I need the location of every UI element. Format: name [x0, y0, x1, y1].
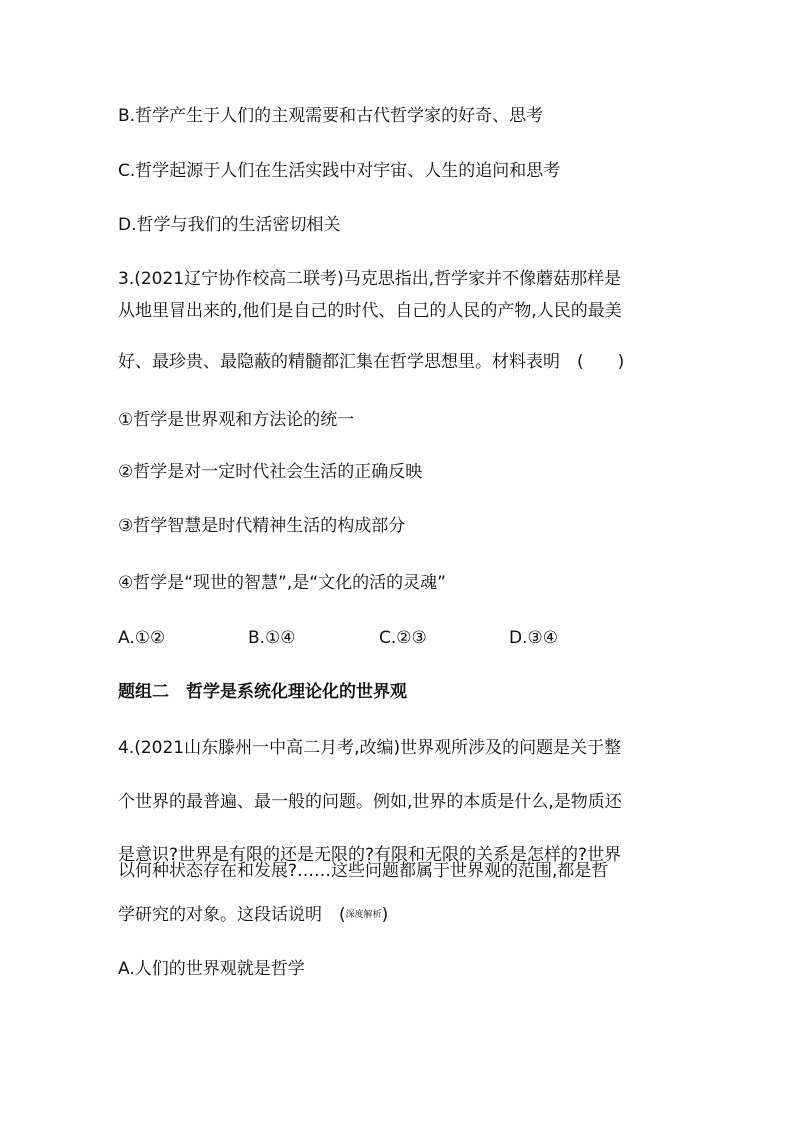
q3-choice-c: C.②③	[379, 628, 427, 648]
q4-paren-close: )	[381, 905, 389, 925]
q3-choice-d: D.③④	[509, 628, 558, 648]
q3-stem-line-2: 从地里冒出来的,他们是自己的时代、自己的人民的产物,人民的最美	[118, 301, 622, 321]
option-d: D.哲学与我们的生活密切相关	[118, 215, 341, 235]
depth-analysis-tag[interactable]: 深度解析	[345, 910, 382, 920]
q3-statement-1: ①哲学是世界观和方法论的统一	[118, 410, 355, 430]
option-c: C.哲学起源于人们在生活实践中对宇宙、人生的追问和思考	[118, 161, 561, 181]
q4-stem-line-5-text: 学研究的对象。这段话说明 (	[118, 905, 346, 925]
q4-stem-line-1: 4.(2021山东滕州一中高二月考,改编)世界观所涉及的问题是关于整	[118, 738, 622, 758]
q3-statement-3: ③哲学智慧是时代精神生活的构成部分	[118, 516, 406, 536]
section-heading: 题组二 哲学是系统化理论化的世界观	[118, 682, 407, 702]
option-b: B.哲学产生于人们的主观需要和古代哲学家的好奇、思考	[118, 106, 544, 126]
q3-choice-a: A.①②	[118, 628, 166, 648]
q3-stem-line-3: 好、最珍贵、最隐蔽的精髓都汇集在哲学思想里。材料表明 ( )	[118, 352, 625, 372]
q3-statement-4: ④哲学是“现世的智慧”,是“文化的活的灵魂”	[118, 573, 446, 593]
q4-stem-line-3: 是意识?世界是有限的还是无限的?有限和无限的关系是怎样的?世界	[118, 845, 622, 865]
q4-stem-line-5	[118, 905, 688, 925]
q3-stem-line-1: 3.(2021辽宁协作校高二联考)马克思指出,哲学家并不像蘑菇那样是	[118, 269, 622, 289]
q4-stem-line-2: 个世界的最普遍、最一般的问题。例如,世界的本质是什么,是物质还	[118, 792, 622, 812]
q3-statement-2: ②哲学是对一定时代社会生活的正确反映	[118, 462, 423, 482]
q3-choice-b: B.①④	[248, 628, 296, 648]
q4-stem-line-4: 以何种状态存在和发展?……这些问题都属于世界观的范围,都是哲	[118, 861, 609, 881]
q4-option-a: A.人们的世界观就是哲学	[118, 959, 305, 979]
